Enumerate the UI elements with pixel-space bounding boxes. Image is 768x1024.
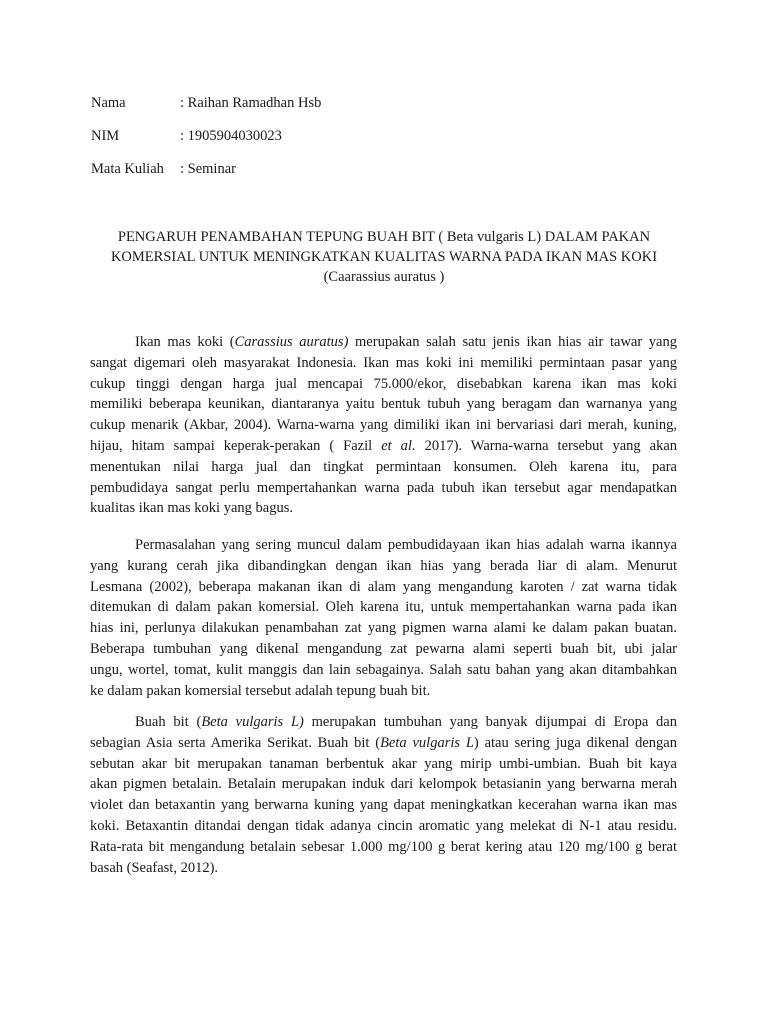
p1-line-2: sangat digemari oleh masyarakat Indonesia. Ikan mas koki ini memiliki permintaan pasar yang: [90, 354, 677, 371]
p1-line-6: [90, 436, 677, 457]
p1-text: Ikan mas koki (: [135, 334, 235, 350]
title-line-1: PENGARUH PENAMBAHAN TEPUNG BUAH BIT ( Beta vulgaris L) DALAM PAKAN: [117, 229, 651, 245]
species-name-italic: Carassius auratus): [234, 334, 349, 350]
p3-line-8: basah (Seafast, 2012).: [90, 859, 219, 876]
p3-line-1: [90, 712, 677, 733]
p1-text: merupakan salah satu jenis ikan hias air tawar yang: [348, 334, 677, 350]
p1-text: 2017). Warna-warna tersebut yang akan: [415, 437, 678, 454]
title-line-2: KOMERSIAL UNTUK MENINGKATKAN KUALITAS WARNA PADA IKAN MAS KOKI: [110, 249, 658, 265]
species-name-italic: Beta vulgaris L: [380, 734, 474, 751]
paragraph-3: [90, 712, 677, 878]
p1-line-9: kualitas ikan mas koki yang bagus.: [90, 500, 293, 517]
p2-line-7: ungu, wortel, tomat, kulit manggis dan lain sebagainya. Salah satu bahan yang akan ditambahkan: [90, 661, 677, 678]
nim-label: NIM: [91, 128, 120, 144]
p1-line-7: menentukan nilai harga jual dan tingkat permintaan konsumen. Oleh karena itu, para: [90, 458, 677, 475]
document-title: [90, 227, 678, 287]
p2-line-3: Lesmana (2002), beberapa makanan ikan di alam yang mengandung karoten / zat warna tidak: [90, 578, 677, 595]
p3-line-6: koki. Betaxantin ditandai dengan tidak adanya cincin aromatic yang melekat di N-1 atau residu.: [90, 817, 677, 834]
mata-kuliah-value: : Seminar: [180, 161, 236, 177]
nim-value: : 1905904030023: [180, 128, 282, 144]
p1-line-3: cukup tinggi dengan harga jual mencapai 75.000/ekor, disebabkan karena ikan mas koki: [90, 375, 677, 392]
p1-line-4: memiliki beberapa keunikan, diantaranya yaitu bentuk tubuh yang beragam dan warnanya yang: [90, 396, 677, 413]
p1-text: hijau, hitam sampai keperak-perakan ( Fazil: [90, 437, 382, 454]
p3-line-3: sebutan akar bit merupakan tanaman berbentuk akar yang mirip umbi-umbian. Buah bit kaya: [90, 755, 677, 772]
p2-line-8: ke dalam pakan komersial tersebut adalah tepung buah bit.: [90, 682, 431, 699]
et-al-italic: et al.: [381, 437, 416, 454]
p1-line-1: [90, 332, 677, 353]
p3-text: ) atau sering juga dikenal dengan: [473, 734, 677, 751]
p2-line-1: Permasalahan yang sering muncul dalam pembudidayaan ikan hias adalah warna ikannya: [135, 537, 677, 553]
p1-line-8: pembudidaya sangat perlu mempertahankan warna pada tubuh ikan tersebut agar mendapatkan: [90, 479, 677, 496]
title-line-3: (Caarassius auratus ): [323, 269, 445, 285]
mata-kuliah-label: Mata Kuliah: [91, 161, 164, 177]
mata-kuliah-row: [91, 160, 236, 178]
p3-text: sebagian Asia serta Amerika Serikat. Buah bit (: [90, 734, 381, 751]
nim-row: [91, 127, 282, 145]
species-name-italic: Beta vulgaris L): [201, 714, 304, 730]
p3-text: merupakan tumbuhan yang banyak dijumpai di Eropa dan: [303, 714, 677, 730]
p3-line-7: Rata-rata bit mengandung betalain sebesar 1.000 mg/100 g berat kering atau 120 mg/100 g berat: [90, 838, 677, 855]
p2-line-5: hias ini, perlunya dilakukan penambahan zat yang pigmen warna alami ke dalam pakan buatan.: [90, 620, 677, 637]
nama-value: : Raihan Ramadhan Hsb: [180, 95, 322, 111]
paragraph-2: [90, 535, 677, 701]
p1-line-5: cukup menarik (Akbar, 2004). Warna-warna yang dimiliki ikan ini bervariasi dari merah, kuning,: [90, 417, 677, 434]
p3-text: Buah bit (: [135, 714, 202, 730]
p2-line-2: yang kurang cerah jika dibandingkan dengan ikan hias yang berada liar di alam. Menurut: [90, 557, 677, 574]
p3-line-5: violet dan betaxantin yang berwarna kuning yang dapat meningkatkan kecerahan warna ikan mas: [90, 797, 677, 814]
p3-line-4: akan pigmen betalain. Betalain merupakan induk dari kelompok betasianin yang berwarna merah: [90, 776, 677, 793]
p2-line-4: ditemukan di dalam pakan komersial. Oleh karena itu, untuk mempertahankan warna pada ikan: [90, 599, 677, 616]
nama-row: [91, 94, 321, 112]
paragraph-1: [90, 332, 677, 519]
p2-line-6: Beberapa tumbuhan yang dikenal mengandung zat pewarna alami seperti buah bit, ubi jalar: [90, 640, 677, 657]
p3-line-2: [90, 733, 677, 754]
nama-label: Nama: [91, 95, 126, 111]
